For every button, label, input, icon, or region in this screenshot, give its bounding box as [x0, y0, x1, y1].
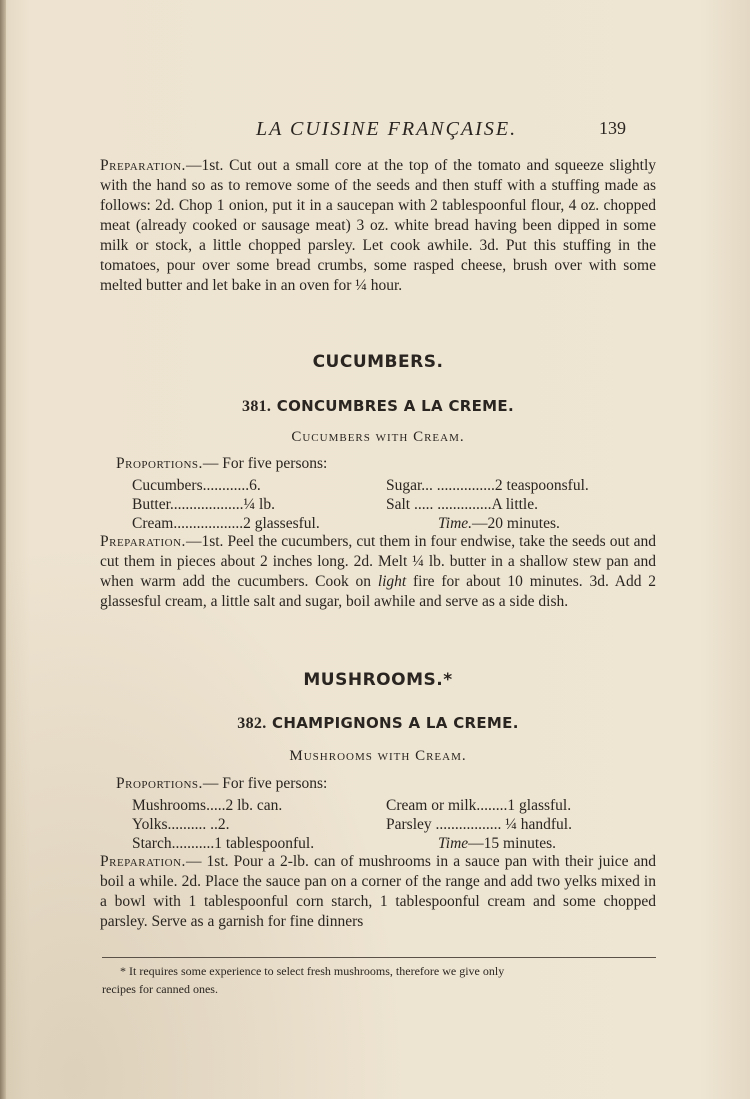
proportions-text: — For five persons: — [202, 455, 328, 472]
ingredients-list — [132, 796, 672, 853]
time-label: Time. — [438, 515, 473, 532]
ingredient-left: Cream..................2 glassesful. — [132, 515, 320, 532]
running-title: LA CUISINE FRANÇAISE. — [256, 118, 518, 140]
ingredient-right: Cream or milk........1 glassful. — [386, 797, 572, 814]
preparation-text-1: —1st. Peel the cucumbers, cut them in four endwise, take the seeds out and cut them in pieces about 2 inches long. 2d. Melt ¼ lb. butter in a shallow stew pan and when warm add the cucumbers. Cook on — [100, 533, 656, 590]
cooking-time — [438, 514, 560, 533]
preparation-text: — 1st. Pour a 2-lb. can of mushrooms in a sauce pan with their juice and boil a while. 2d. Place the sauce pan on a corner of the range and add two yelks mixed in a bowl with 1 tablespoonful corn starch, 1 tablespoonful cream and some chopped parsley. Serve as a garnish for fine dinners — [100, 853, 656, 930]
section-title-mushrooms: MUSHROOMS.* — [303, 670, 453, 690]
time-value: —20 minutes. — [472, 515, 560, 532]
preparation-lead: Preparation. — [100, 853, 186, 870]
recipe-heading-382 — [100, 714, 656, 733]
cooking-time — [438, 834, 556, 853]
ingredient-row — [132, 495, 672, 514]
intro-lead: Preparation. — [100, 157, 186, 174]
page-spine-edge — [0, 0, 6, 1099]
footnote-rule — [102, 957, 656, 958]
intro-paragraph — [100, 156, 656, 296]
ingredient-left: Mushrooms.....2 lb. can. — [132, 797, 283, 814]
ingredient-right: Sugar... ...............2 teaspoonsful. — [386, 477, 589, 494]
recipe-number: 382. — [237, 715, 267, 732]
page-number: 139 — [599, 118, 626, 138]
preparation-lead: Preparation. — [100, 533, 186, 550]
time-label: Time — [438, 835, 469, 852]
ingredient-row — [132, 815, 672, 834]
recipe-heading-381 — [100, 397, 656, 416]
recipe-number: 381. — [242, 398, 272, 415]
recipe-subtitle: Cucumbers with Cream. — [291, 429, 465, 445]
footnote-line-2: recipes for canned ones. — [102, 982, 218, 996]
ingredients-list — [132, 476, 672, 533]
recipe-subtitle: Mushrooms with Cream. — [289, 748, 467, 764]
proportions-lead: Proportions. — [116, 455, 203, 472]
ingredient-left: Cucumbers............6. — [132, 477, 261, 494]
ingredient-left: Yolks.......... ..2. — [132, 816, 230, 833]
proportions-text: — For five persons: — [202, 775, 328, 792]
preparation-text-2: fire for about 10 minutes. 3d. Add 2 glassesful cream, a little salt and sugar, boil awhile and serve as a side dish. — [100, 573, 656, 610]
ingredient-left: Starch...........1 tablespoonful. — [132, 835, 315, 852]
proportions-lead: Proportions. — [116, 775, 203, 792]
ingredient-right: Parsley ................. ¼ handful. — [386, 816, 572, 833]
ingredient-row — [132, 834, 672, 853]
recipe-title: CHAMPIGNONS A LA CREME. — [272, 714, 519, 732]
preparation-italic: light — [377, 573, 407, 590]
footnote — [102, 962, 658, 998]
section-title-cucumbers: CUCUMBERS. — [312, 352, 444, 372]
proportions-line — [116, 455, 327, 473]
intro-text: —1st. Cut out a small core at the top of the tomato and squeeze slightly with the hand so as to remove some of the seeds and then stuff with a stuffing made as follows: 2d. Chop 1 onion, put it in a saucepan with 2 tablespoonful flour, 4 oz. chopped meat (already cooked or sausage meat) 3 oz. white bread having been dipped in some milk or stock, a little chopped parsley. Let cook awhile. 3d. Put this stuffing in the tomatoes, pour over some bread crumbs, some rasped cheese, brush over with some melted butter and let bake in an oven for ¼ hour. — [100, 157, 656, 294]
proportions-line — [116, 775, 327, 793]
footnote-line-1: * It requires some experience to select fresh mushrooms, therefore we give only — [120, 964, 505, 978]
ingredient-left: Butter...................¼ lb. — [132, 496, 275, 513]
ingredient-row — [132, 796, 672, 815]
ingredient-row — [132, 514, 672, 533]
ingredient-right: Salt ..... ..............A little. — [386, 496, 538, 513]
ingredient-row — [132, 476, 672, 495]
preparation-paragraph — [100, 532, 656, 612]
recipe-title: CONCUMBRES A LA CREME. — [276, 397, 514, 415]
page-header — [256, 118, 636, 144]
time-value: —15 minutes. — [468, 835, 556, 852]
preparation-paragraph — [100, 852, 656, 932]
